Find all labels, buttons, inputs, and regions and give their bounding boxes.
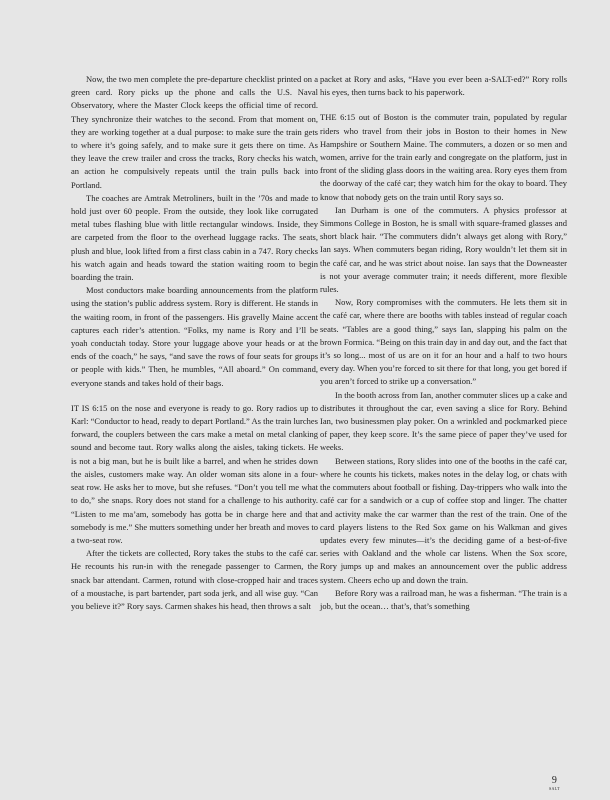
publication-mark: SALT [549,786,560,791]
page-number: 9 [551,775,557,786]
paragraph: Now, Rory compromises with the commuters. He lets them sit in the café car, where there are booths with tables instead of regular coach seats. “Tables are a good thing,” says Ian, slapping his palm on the brown Formica. “Being on this train day in and day out, and the fact that it’s so long... most of us are on it for an hour and a half to two hours every day. When you’re forced to sit there for that long, you get bored if you aren’t forced to strike up a conversation.” [320,297,567,387]
paragraph: Before Rory was a railroad man, he was a fisherman. “The train is a job, but the ocean… that’s, that’s something [320,587,567,611]
paragraph: Between stations, Rory slides into one of the booths in the café car, where he counts his tickets, makes notes in the delay log, or chats with the commuters about football or fishing. Day-trippers who walk into the café car for a sandwich or a cup of coffee stop and linger. The chatter and activity make the car warmer than the rest of the train. One of the card players listens to the Red Sox game on his Walkman and gives updates every few minutes—it’s the deciding game of a best-of-five series with Oakland and the whole car listens. When the Sox score, Rory jumps up and makes an announcement over the public address system. Cheers echo up and down the train. [320,455,567,585]
page-folio [549,776,560,791]
paragraph: Now, the two men complete the pre-departure checklist printed on a green card. Rory picks up the phone and calls the U.S. Naval Observatory, where the Master Clock keeps the official time of record. They synchronize their watches to the second. From that moment on, they are working together at a dual purpose: to make sure the train gets to where it’s going safely, and to make sure it gets there on time. As they leave the crew trailer and cross the tracks, Rory checks his watch, an action he compulsively repeats until the train pulls back into Portland. [71,74,318,190]
paragraph: Ian Durham is one of the commuters. A physics professor at Simmons College in Boston, he is small with square-framed glasses and short black hair. “The commuters didn’t always get along with Rory,” Ian says. When commuters began riding, Rory wouldn’t let them sit in the café car, and he was strict about noise. Ian says that the Downeaster is not your average commuter train; it needs different, more flexible rules. [320,204,567,295]
right-column [320,73,567,613]
paragraph: In the booth across from Ian, another commuter slices up a cake and distributes it throughout the car, even saving a slice for Rory. Behind Ian, two businessmen play poker. On a wrinkled and pockmarked piece of paper, they keep score. It’s the same piece of paper they’ve used for weeks. [320,389,568,453]
section-opening-paragraph: IT IS 6:15 on the nose and everyone is ready to go. Rory radios up to Karl: “Conductor to head, ready to depart Portland.” As the train lurches forward, the couplers between the cars make a metal on metal clanking sound and become taut. Rory walks along the aisles, taking tickets. He is not a big man, but he is built like a barrel, and when he strides down the aisles, customers make way. An older woman sits alone in a four-seat row. He asks her to move, but she refuses. “Don’t you tell me what to do,” she snaps. Rory does not stand for a challenge to his authority. “Listen to me ma’am, somebody has gotta be in charge here and that somebody is me.” She mutters something under her breath and moves to a two-seat row. [71,402,318,545]
paragraph: After the tickets are collected, Rory takes the stubs to the café car. He recounts his run-in with the renegade passenger to Carmen, the snack bar attendant. Carmen, rotund with close-cropped hair and traces of a moustache, is part bartender, part soda jerk, and all wise guy. “Can you believe it?” Rory says. Carmen shakes his head, then throws a salt [71,548,318,611]
paragraph-continuation: packet at Rory and asks, “Have you ever been a-SALT-ed?” Rory rolls his eyes, then turns back to his paperwork. [320,74,567,98]
section-opening-paragraph: THE 6:15 out of Boston is the commuter train, populated by regular riders who travel from their jobs in Boston to their homes in New Hampshire or Southern Maine. The commuters, a dozen or so men and women, arrive for the train early and congregate on the platform, just in front of the sliding glass doors in the waiting area. Rory eyes them from the doorway of the café car; they watch him for the okay to board. They know that nobody gets on the train until Rory says so. [320,112,567,202]
paragraph: The coaches are Amtrak Metroliners, built in the ’70s and made to hold just over 60 people. From the outside, they look like corrugated metal tubes flashing blue with little rectangular windows. Inside, they are carpeted from the floor to the overhead luggage racks. The seats, plush and blue, look lifted from a first class cabin in a 747. Rory checks his watch again and heads toward the station waiting room to begin boarding the train. [71,192,318,283]
left-column [71,73,318,613]
paragraph: Most conductors make boarding announcements from the platform using the station’s public address system. Rory is different. He stands in the waiting room, in front of the passengers. His gravelly Maine accent captures each rider’s attention. “Folks, my name is Rory and I’ll be yoah conductah today. Store your luggage above your heads or at the ends of the coach,” he says, “and save the rows of four seats for groups or people with kids.” Then, he mumbles, “All aboard.” On command, everyone stands and takes hold of their bags. [71,285,318,388]
